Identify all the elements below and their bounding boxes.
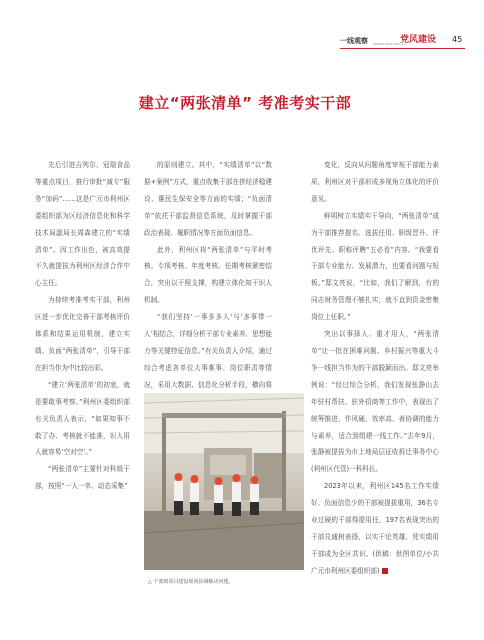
paragraph-text: 2023年以来，利州区145名工作实绩好、负面信息少的干部被提拔重用，36名专业过硬的干部得提用任，197名表现突出的干部兑通树表扬，以实干论英雄、凭实绩用干部成为全区共识。(供稿：供图单位/小共广元市利州区委组织部) <box>311 482 439 575</box>
paragraph: “我们坚持‘一事多多人’与‘多事带一人’相结合，详细分析干部专业素养、思想能力等关键特征信息。”有关负责人介绍，通过综合考虑各单位大事难事、岗位职责等情况，采用大数据、信息化分析手段，横向将 <box>144 313 272 389</box>
paragraph: “建立‘两张清单’的初衷，就是要敢事考察。”利州区委组织部有关负责人表示，“如果知事不敢了办、考核就不能准，识人用人就容易‘空对空’。” <box>35 380 130 457</box>
paragraph: 先后引进吉列尔、冠瑞食品等重点项目，推行审批“减专”服务“加码”……这是广元市利州区委组织部为区经济信息化和科学技术局副局长周森建立的“实绩清单”。因工作出色，被高效提不久就提拔为利州区经济合作中心主任。 <box>35 161 130 288</box>
article-photo <box>144 393 304 570</box>
paragraph: 变化，反向从问题角度审视干部能力素质，利州区对干部形成多视角立体化的评价意见。 <box>311 161 439 203</box>
paragraph: “两张清单”主要针对科级干部，按照“一人一单、动态采集” <box>35 465 130 491</box>
paragraph <box>311 478 439 579</box>
paragraph: 此外，利州区将“两张清单”与平时考核、专项考核、年度考核、任期考核紧密结合，突出以干照支撑，构建立体化知干识人机制。 <box>144 245 272 305</box>
column-3 <box>311 157 439 580</box>
article-title: 建立“两张清单” 考准考实干部 <box>138 94 352 112</box>
end-mark-icon <box>382 568 388 574</box>
column-1 <box>35 157 130 495</box>
section-label: 一线观察 <box>340 37 368 45</box>
website-url: www.scdjw.com.cn <box>373 42 406 46</box>
photo-caption: △ 干部到项目建设现场协调解决问题。 <box>148 579 234 585</box>
photo-illustration <box>144 393 304 570</box>
header-rule <box>340 48 465 49</box>
paragraph: 为持续考准考实干部，利州区进一步优化完善干部考核评价体系和结果运用机制，建立实绩、负面“两张清单”，引导干部在担当作为中比较出彩。 <box>35 296 130 372</box>
paragraph: 鲜明树立实绩实干导向，“两张清单”成为干部推荐提名、选拔任用、职级晋升、评优评先、职称评聘“五必看”内容。“我要看干部专业能力、发展潜力，也要看问题与短板。”邸文亮说，“比如，我们了解到，有的同志财务管理不够扎实，就不直到资金密集岗位上任职。” <box>311 211 439 322</box>
page-number: 45 <box>452 35 463 44</box>
column-2 <box>144 157 272 428</box>
paragraph: 的原则建立。其中，“实绩清单”以“数据+案例”方式，重点收集干部在拼经济稳建设、惠民生保安全等方面的实绩；“负面清单”依托干部监督信息系统，及时掌握干部政治表现、履职情况等方面负面信息。 <box>144 161 272 237</box>
page-header <box>340 32 470 52</box>
magazine-logo: 党风建设 <box>400 35 437 45</box>
paragraph: 突出以事择人、重才用人，“两张清单”让一批在困难问题、乡村振兴等重大斗争一线担当作为的干部脱颖而出。邸文亮举例说：“经过综合分析，我们发现张静山去年驻村帮扶、驻外招商等工作中，表现出了统筹推进、作风硬、效率高、善协调的能力与素养，适合到组建一线工作。”去年9月，张静被提拔为市上地局层征收拆迁事务中心(利州区代管)一科科长。 <box>311 330 439 474</box>
